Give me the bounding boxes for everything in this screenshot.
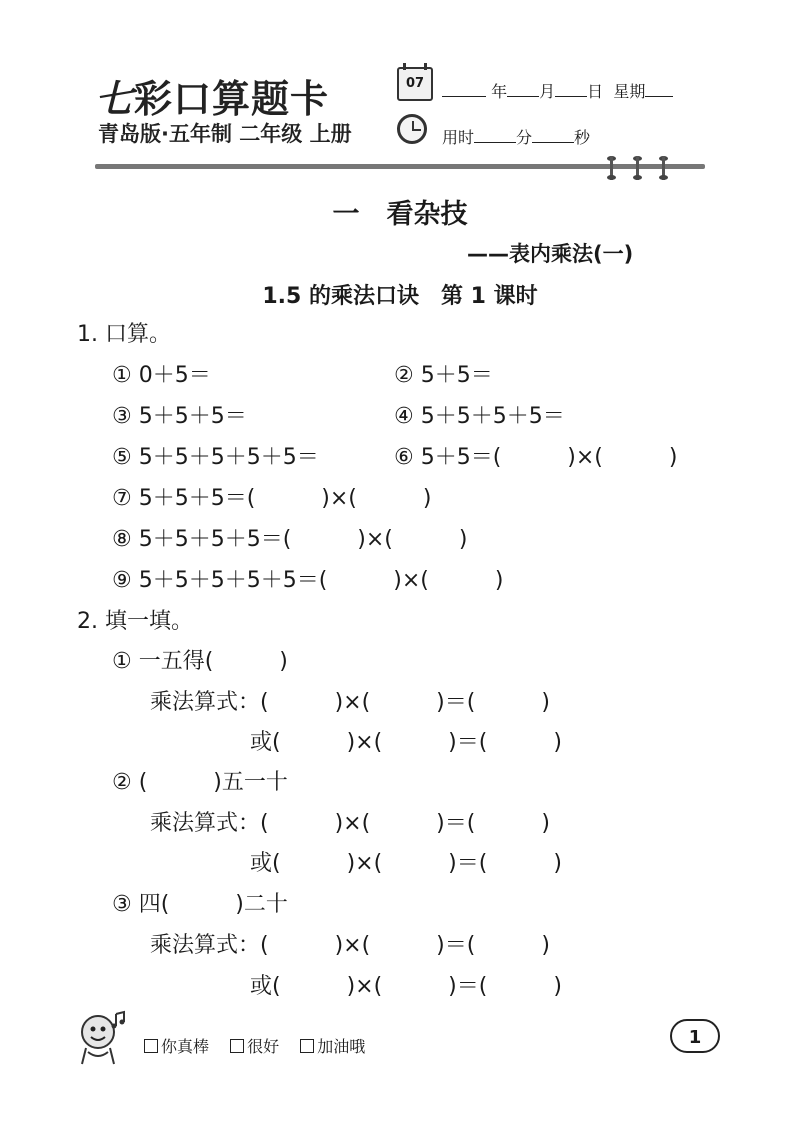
section1-heading: 1. 口算。	[77, 322, 171, 347]
exercise-item: ⑨ 5＋5＋5＋5＋5＝( )×( )	[112, 568, 504, 593]
exercise-item: ② 5＋5＝	[394, 363, 493, 388]
fill-question-prompt: ③ 四( )二十	[112, 892, 288, 917]
alternate-formula: 或( )×( )＝( )	[250, 974, 562, 999]
divider-ornament	[662, 156, 665, 180]
exercise-item: ⑦ 5＋5＋5＝( )×( )	[112, 486, 432, 511]
multiplication-formula: 乘法算式：( )×( )＝( )	[150, 690, 550, 715]
unit-subtitle: ——表内乘法(一)	[467, 242, 634, 266]
time-fill-line	[442, 125, 590, 148]
rating-option[interactable]	[300, 1034, 365, 1057]
checkbox-icon[interactable]	[230, 1039, 244, 1053]
brand-rest: 彩口算题卡	[134, 77, 330, 121]
year-label: 年	[491, 82, 508, 101]
divider-ornament	[610, 156, 613, 180]
year-blank[interactable]	[442, 82, 486, 97]
fill-question-prompt: ② ( )五一十	[112, 770, 288, 795]
rating-option[interactable]	[230, 1034, 279, 1057]
minutes-blank[interactable]	[474, 128, 516, 143]
rating-label: 很好	[247, 1037, 280, 1056]
brand-title	[95, 68, 329, 123]
header-divider	[95, 164, 705, 169]
seconds-label: 秒	[574, 128, 591, 147]
page-number: 1	[670, 1019, 720, 1053]
day-blank[interactable]	[555, 82, 587, 97]
fill-question-prompt: ① 一五得( )	[112, 649, 288, 674]
rating-label: 加油哦	[317, 1037, 366, 1056]
rating-label: 你真棒	[161, 1037, 210, 1056]
multiplication-formula: 乘法算式：( )×( )＝( )	[150, 811, 550, 836]
date-fill-line	[442, 79, 673, 102]
alternate-formula: 或( )×( )＝( )	[250, 730, 562, 755]
exercise-item: ⑧ 5＋5＋5＋5＝( )×( )	[112, 527, 468, 552]
weekday-label: 星期	[613, 82, 646, 101]
mascot-icon	[70, 1006, 134, 1070]
multiplication-formula: 乘法算式：( )×( )＝( )	[150, 933, 550, 958]
divider-ornament	[636, 156, 639, 180]
checkbox-icon[interactable]	[300, 1039, 314, 1053]
calendar-icon	[397, 67, 433, 101]
clock-icon	[397, 114, 427, 144]
day-label: 日	[587, 82, 604, 101]
calendar-day: 07	[405, 76, 425, 91]
exercise-item: ⑥ 5＋5＝( )×( )	[394, 445, 678, 470]
exercise-item: ⑤ 5＋5＋5＋5＋5＝	[112, 445, 319, 470]
unit-title: 一 看杂技	[332, 199, 468, 230]
section2-heading: 2. 填一填。	[77, 609, 193, 634]
weekday-blank[interactable]	[645, 82, 673, 97]
time-label: 用时	[442, 128, 475, 147]
alternate-formula: 或( )×( )＝( )	[250, 851, 562, 876]
brand-first-char: 七	[95, 77, 135, 121]
edition-label: 青岛版·五年制 二年级 上册	[98, 122, 352, 146]
rating-option[interactable]	[144, 1034, 209, 1057]
self-rating-group	[144, 1034, 381, 1057]
minutes-label: 分	[516, 128, 533, 147]
exercise-item: ① 0＋5＝	[112, 363, 211, 388]
seconds-blank[interactable]	[532, 128, 574, 143]
lesson-title: 1.5 的乘法口诀 第 1 课时	[262, 284, 538, 309]
exercise-item: ④ 5＋5＋5＋5＝	[394, 404, 565, 429]
checkbox-icon[interactable]	[144, 1039, 158, 1053]
month-label: 月	[539, 82, 556, 101]
month-blank[interactable]	[507, 82, 539, 97]
exercise-item: ③ 5＋5＋5＝	[112, 404, 247, 429]
